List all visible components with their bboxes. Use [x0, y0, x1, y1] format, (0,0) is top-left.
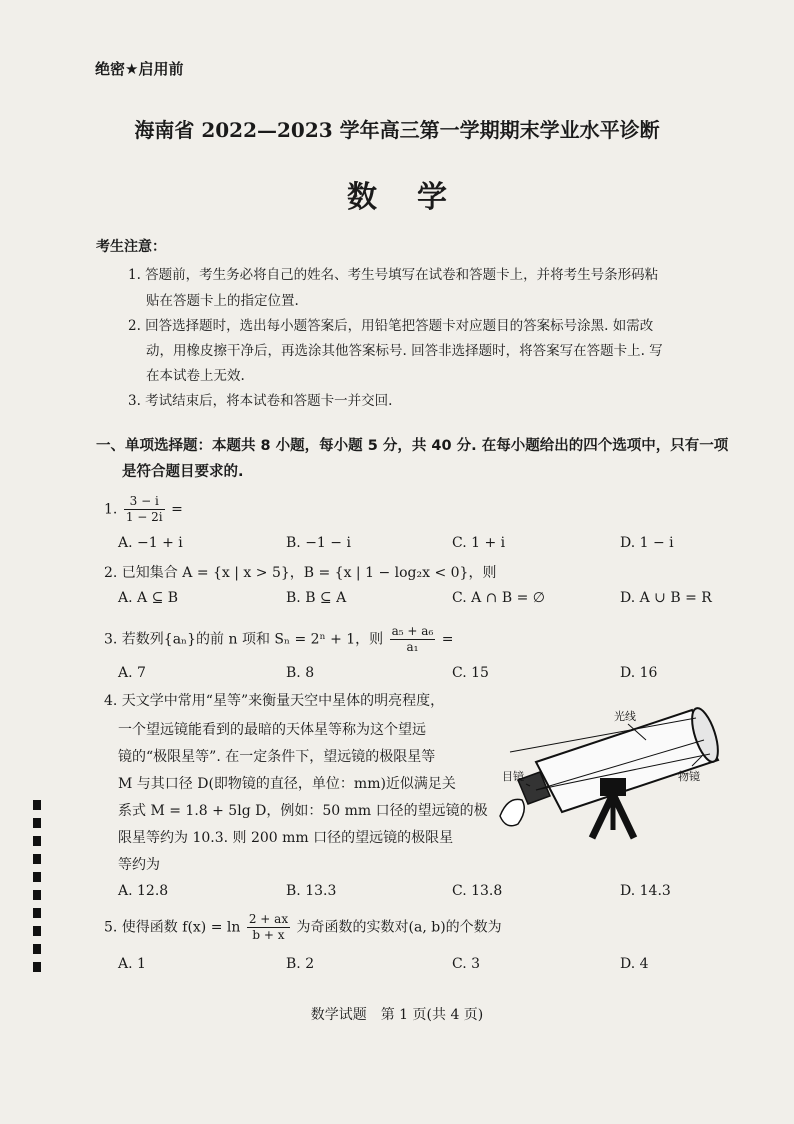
option-a: A. 7 — [118, 665, 146, 681]
margin-mark — [33, 836, 41, 846]
section-heading: 一、单项选择题：本题共 8 小题，每小题 5 分，共 40 分. 在每小题给出的四个选项中，只有一项 — [96, 438, 729, 454]
fraction-numerator: a₅ + a₆ — [391, 624, 434, 638]
option-a: A. 1 — [118, 956, 146, 972]
option-a: A. −1 + i — [118, 535, 183, 551]
question-4-line: 系式 M = 1.8 + 5lg D，例如：50 mm 口径的望远镜的极 — [118, 803, 488, 819]
notice-line: 动，用橡皮擦干净后，再选涂其他答案标号. 回答非选择题时，将答案写在答题卡上. 写 — [146, 343, 663, 359]
telescope-tube — [536, 710, 718, 812]
option-a: A. A ⊆ B — [118, 590, 179, 606]
scan-margin-marks — [33, 800, 41, 980]
option-b: B. −1 − i — [286, 535, 351, 551]
question-2: 2. 已知集合 A = {x | x > 5}，B = {x | 1 − log₂x < 0}，则 — [104, 565, 497, 581]
question-4-line: 等约为 — [118, 857, 160, 873]
question-4-line: 限星等约为 10.3. 则 200 mm 口径的望远镜的极限星 — [118, 830, 454, 846]
question-3 — [104, 624, 453, 655]
question-5 — [104, 912, 502, 943]
option-c: C. A ∩ B = ∅ — [452, 590, 545, 606]
fraction — [390, 624, 436, 655]
fraction-denominator: b + x — [252, 928, 285, 942]
notice-line: 在本试卷上无效. — [146, 368, 245, 384]
margin-mark — [33, 872, 41, 882]
equals-sign: = — [441, 631, 454, 648]
notice-line: 1. 答题前，考生务必将自己的姓名、考生号填写在试卷和答题卡上，并将考生号条形码粘 — [128, 267, 659, 283]
question-text: 3. 若数列{aₙ}的前 n 项和 Sₙ = 2ⁿ + 1，则 — [104, 631, 384, 648]
tripod-leg — [613, 794, 634, 838]
option-d: D. 4 — [620, 956, 649, 972]
question-text: 为奇函数的实数对(a, b)的个数为 — [296, 919, 502, 936]
margin-mark — [33, 800, 41, 810]
margin-mark — [33, 926, 41, 936]
confidential-label: 绝密★启用前 — [95, 60, 184, 78]
option-d: D. 1 − i — [620, 535, 674, 551]
fraction — [247, 912, 290, 943]
option-b: B. 2 — [286, 956, 315, 972]
question-number: 1. — [104, 501, 118, 518]
option-a: A. 12.8 — [118, 883, 169, 899]
equals-sign: = — [171, 501, 183, 518]
option-d: D. 16 — [620, 665, 658, 681]
question-1 — [104, 494, 183, 525]
mount — [600, 778, 626, 796]
section-heading-cont: 是符合题目要求的. — [122, 464, 244, 480]
margin-mark — [33, 962, 41, 972]
option-c: C. 13.8 — [452, 883, 503, 899]
hand — [500, 799, 524, 825]
question-4-line: 4. 天文学中常用“星等”来衡量天空中星体的明亮程度， — [104, 693, 445, 709]
label-light: 光线 — [614, 710, 636, 723]
option-b: B. 13.3 — [286, 883, 337, 899]
option-d: D. 14.3 — [620, 883, 671, 899]
fraction-numerator: 2 + ax — [248, 912, 289, 926]
option-c: C. 3 — [452, 956, 481, 972]
telescope-figure — [496, 700, 736, 840]
margin-mark — [33, 908, 41, 918]
margin-mark — [33, 944, 41, 954]
margin-mark — [33, 818, 41, 828]
fraction-denominator: 1 − 2i — [125, 510, 163, 524]
exam-title: 海南省 2022—2023 学年高三第一学期期末学业水平诊断 — [134, 118, 660, 142]
question-4-line: M 与其口径 D(即物镜的直径，单位：mm)近似满足关 — [118, 776, 456, 792]
question-4-line: 一个望远镜能看到的最暗的天体星等称为这个望远 — [118, 722, 426, 738]
fraction-denominator: a₁ — [406, 640, 419, 654]
page-footer: 数学试题 第 1 页(共 4 页) — [310, 1007, 484, 1023]
notice-line: 2. 回答选择题时，选出每小题答案后，用铅笔把答题卡对应题目的答案标号涂黑. 如需改 — [128, 318, 654, 334]
margin-mark — [33, 854, 41, 864]
option-b: B. 8 — [286, 665, 315, 681]
subject-title: 数学 — [347, 180, 487, 215]
option-d: D. A ∪ B = R — [620, 590, 712, 606]
fraction-numerator: 3 − i — [124, 494, 165, 510]
notice-heading: 考生注意： — [96, 239, 166, 255]
question-4-line: 镜的“极限星等”. 在一定条件下，望远镜的极限星等 — [118, 749, 436, 765]
notice-line: 贴在答题卡上的指定位置. — [146, 293, 299, 309]
fraction — [124, 494, 165, 525]
option-c: C. 1 + i — [452, 535, 506, 551]
label-eyepiece: 目镜 — [502, 770, 524, 783]
notice-line: 3. 考试结束后，将本试卷和答题卡一并交回. — [128, 393, 393, 409]
label-objective: 物镜 — [678, 770, 700, 783]
question-text: 5. 使得函数 f(x) = ln — [104, 919, 241, 936]
option-c: C. 15 — [452, 665, 489, 681]
margin-mark — [33, 890, 41, 900]
option-b: B. B ⊆ A — [286, 590, 347, 606]
